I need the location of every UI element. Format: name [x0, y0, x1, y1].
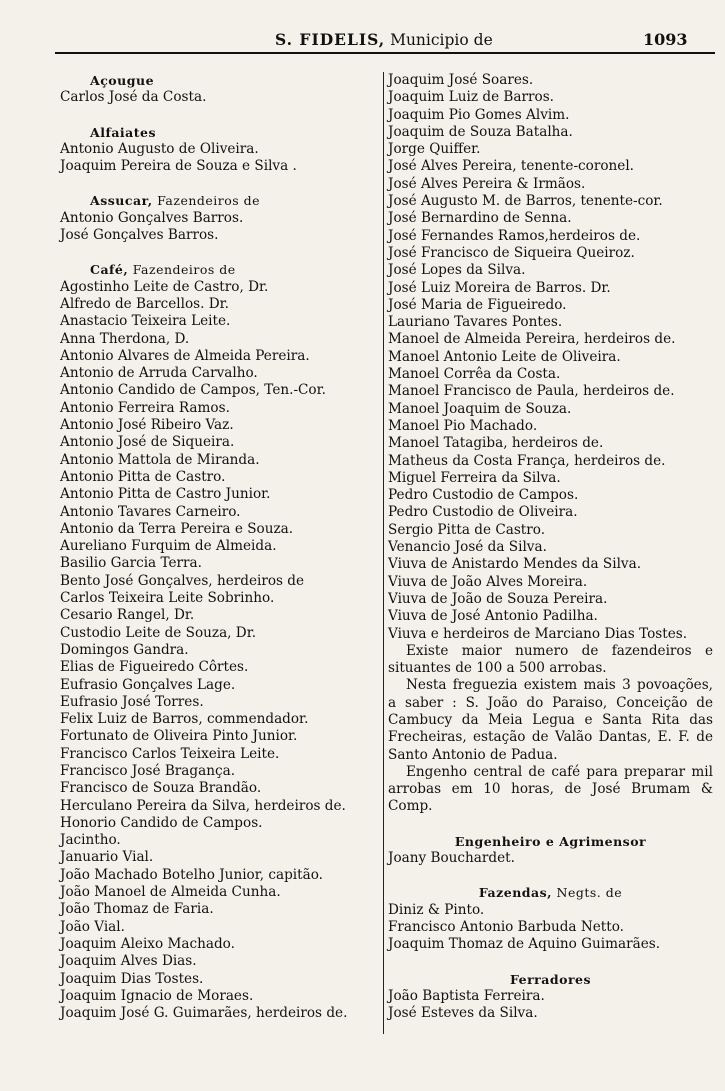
- section-title: Café,: [90, 262, 129, 278]
- section-heading: [388, 971, 713, 988]
- section-subtitle: Negts. de: [552, 885, 623, 901]
- directory-entry: Joaquim Dias Tostes.: [60, 970, 204, 987]
- directory-entry: Bento José Gonçalves, herdeiros de: [60, 572, 305, 589]
- directory-entry: Francisco de Souza Brandão.: [60, 780, 262, 797]
- directory-entry: Eufrasio Gonçalves Lage.: [60, 676, 236, 693]
- directory-entry: José Francisco de Siqueira Queiroz.: [388, 244, 635, 261]
- directory-entry: Miguel Ferreira da Silva.: [388, 469, 561, 486]
- directory-entry: Lauriano Tavares Pontes.: [388, 314, 563, 331]
- section-heading: [60, 261, 380, 278]
- directory-entry: Diniz & Pinto.: [388, 901, 485, 918]
- directory-entry: Antonio Mattola de Miranda.: [60, 451, 260, 468]
- directory-entry: Joaquim José Soares.: [388, 72, 534, 88]
- paragraph: Nesta freguezia existem mais 3 povoações, a saber : S. João do Paraiso, Conceição de Cambucy da Meia Legua e Santa Rita das Frecheiras, estação de Valão Dantas, E. F. de Santo Antonio de Padua.: [388, 677, 713, 763]
- section-title: Alfaiates: [90, 124, 157, 140]
- spacer: [60, 244, 380, 261]
- directory-entry: Antonio da Terra Pereira e Souza.: [60, 520, 294, 537]
- directory-entry: Antonio Candido de Campos, Ten.-Cor.: [60, 382, 326, 399]
- header-rule: [55, 52, 715, 54]
- directory-entry: Alfredo de Barcellos. Dr.: [60, 295, 229, 312]
- directory-entry: Agostinho Leite de Castro, Dr.: [60, 278, 269, 295]
- directory-entry: José Lopes da Silva.: [388, 262, 526, 279]
- directory-entry: Antonio Alvares de Almeida Pereira.: [60, 347, 310, 364]
- spacer: [60, 107, 380, 124]
- directory-entry: Pedro Custodio de Campos.: [388, 487, 579, 504]
- page-number: 1093: [643, 30, 688, 49]
- directory-entry: Joaquim Thomaz de Aquino Guimarães.: [388, 936, 661, 953]
- directory-entry: Viuva de Anistardo Mendes da Silva.: [388, 556, 642, 573]
- right-column: [383, 72, 713, 1034]
- directory-entry: Francisco José Bragança.: [60, 762, 236, 779]
- directory-entry: Aureliano Furquim de Almeida.: [60, 538, 277, 555]
- directory-entry: José Alves Pereira, tenente-coronel.: [388, 158, 634, 175]
- directory-entry: Antonio Gonçalves Barros.: [60, 209, 244, 226]
- directory-entry: Anastacio Teixeira Leite.: [60, 313, 231, 330]
- directory-entry: Joaquim José G. Guimarães, herdeiros de.: [60, 1005, 348, 1022]
- directory-entry: Antonio de Arruda Carvalho.: [60, 365, 258, 382]
- directory-entry: João Baptista Ferreira.: [388, 987, 545, 1004]
- directory-entry: Joaquim de Souza Batalha.: [388, 123, 573, 140]
- section-heading: [388, 884, 713, 901]
- directory-entry: Joaquim Alves Dias.: [60, 953, 197, 970]
- directory-entry: Joaquim Aleixo Machado.: [60, 935, 235, 952]
- directory-entry: Jacintho.: [60, 832, 121, 849]
- municipio-label: Municipio de: [390, 31, 493, 49]
- directory-entry: José Augusto M. de Barros, tenente-cor.: [388, 193, 663, 210]
- running-title: [275, 30, 493, 49]
- directory-entry: José Esteves da Silva.: [388, 1005, 538, 1022]
- directory-entry: Herculano Pereira da Silva, herdeiros de.: [60, 797, 346, 814]
- directory-entry: Antonio Ferreira Ramos.: [60, 399, 230, 416]
- directory-entry: Antonio Pitta de Castro Junior.: [60, 486, 271, 503]
- directory-entry: José Maria de Figueiredo.: [388, 296, 567, 313]
- directory-entry: Fortunato de Oliveira Pinto Junior.: [60, 728, 298, 745]
- section-title: Assucar,: [90, 193, 153, 209]
- section-title: Fazendas,: [478, 885, 553, 901]
- directory-entry: Manoel Pio Machado.: [388, 417, 538, 434]
- directory-entry: Joaquim Pereira de Souza e Silva .: [60, 158, 297, 175]
- directory-entry: José Alves Pereira & Irmãos.: [388, 175, 586, 192]
- directory-entry: Cesario Rangel, Dr.: [60, 607, 195, 624]
- directory-entry: Sergio Pitta de Castro.: [388, 521, 546, 538]
- directory-entry: Eufrasio José Torres.: [60, 693, 204, 710]
- section-subtitle: Fazendeiros de: [128, 262, 236, 278]
- directory-entry: Francisco Antonio Barbuda Netto.: [388, 918, 624, 935]
- directory-entry: Honorio Candido de Campos.: [60, 814, 263, 831]
- directory-entry: Basilio Garcia Terra.: [60, 555, 202, 572]
- directory-entry: Francisco Carlos Teixeira Leite.: [60, 745, 280, 762]
- section-heading: [388, 833, 713, 850]
- directory-entry: Venancio José da Silva.: [388, 539, 547, 556]
- directory-entry: Manoel Francisco de Paula, herdeiros de.: [388, 383, 675, 400]
- directory-entry: Antonio Augusto de Oliveira.: [60, 140, 259, 157]
- directory-entry: João Vial.: [60, 918, 125, 935]
- directory-entry: Viuva de João Alves Moreira.: [388, 573, 588, 590]
- directory-entry: Elias de Figueiredo Côrtes.: [60, 659, 249, 676]
- directory-entry: Manoel Tatagiba, herdeiros de.: [388, 435, 604, 452]
- section-heading: [60, 192, 380, 209]
- place-name: S. FIDELIS,: [275, 30, 386, 49]
- section-subtitle: Fazendeiros de: [152, 193, 261, 209]
- directory-entry: Manoel Antonio Leite de Oliveira.: [388, 348, 621, 365]
- directory-entry: Joaquim Ignacio de Moraes.: [60, 987, 254, 1004]
- paragraph: Engenho central de café para preparar mil arrobas em 10 horas, de José Brumam & Comp.: [388, 763, 713, 815]
- directory-entry: Custodio Leite de Souza, Dr.: [60, 624, 257, 641]
- section-title: Ferradores: [509, 971, 592, 987]
- directory-entry: Manoel de Almeida Pereira, herdeiros de.: [388, 331, 676, 348]
- directory-entry: Antonio José de Siqueira.: [60, 434, 235, 451]
- paragraph: Existe maior numero de fazendeiros e situantes de 100 a 500 arrobas.: [388, 642, 713, 677]
- directory-entry: Joany Bouchardet.: [388, 850, 515, 867]
- spacer: [388, 954, 713, 971]
- directory-entry: Antonio Pitta de Castro.: [60, 468, 226, 485]
- directory-entry: Manoel Corrêa da Costa.: [388, 366, 561, 383]
- directory-entry: José Fernandes Ramos,herdeiros de.: [388, 227, 641, 244]
- spacer: [60, 175, 380, 192]
- directory-entry: José Luiz Moreira de Barros. Dr.: [388, 279, 611, 296]
- section-heading: [60, 72, 380, 89]
- directory-entry: Carlos José da Costa.: [60, 89, 207, 106]
- spacer: [388, 816, 713, 833]
- section-heading: [60, 124, 380, 141]
- directory-entry: Viuva de João de Souza Pereira.: [388, 590, 608, 607]
- section-title: Engenheiro e Agrimensor: [454, 833, 647, 849]
- directory-entry: Januario Vial.: [60, 849, 154, 866]
- directory-entry: Domingos Gandra.: [60, 641, 189, 658]
- directory-entry: João Thomaz de Faria.: [60, 901, 214, 918]
- directory-entry: Antonio Tavares Carneiro.: [60, 503, 241, 520]
- directory-entry: João Manoel de Almeida Cunha.: [60, 884, 281, 901]
- directory-entry: Joaquim Pio Gomes Alvim.: [388, 106, 570, 123]
- spacer: [388, 867, 713, 884]
- directory-entry: Manoel Joaquim de Souza.: [388, 400, 572, 417]
- directory-entry: Viuva e herdeiros de Marciano Dias Tostes.: [388, 625, 688, 642]
- directory-entry: Antonio José Ribeiro Vaz.: [60, 417, 234, 434]
- left-column: [60, 72, 380, 1022]
- directory-entry: Joaquim Luiz de Barros.: [388, 89, 555, 106]
- directory-entry: José Gonçalves Barros.: [60, 227, 219, 244]
- directory-entry: Felix Luiz de Barros, commendador.: [60, 711, 309, 728]
- directory-entry: Viuva de José Antonio Padilha.: [388, 608, 598, 625]
- directory-entry: Jorge Quiffer.: [388, 141, 481, 158]
- directory-entry: José Bernardino de Senna.: [388, 210, 572, 227]
- directory-entry: Matheus da Costa França, herdeiros de.: [388, 452, 666, 469]
- directory-entry: João Machado Botelho Junior, capitão.: [60, 866, 323, 883]
- directory-entry: Pedro Custodio de Oliveira.: [388, 504, 578, 521]
- directory-entry: Anna Therdona, D.: [60, 330, 190, 347]
- directory-entry: Carlos Teixeira Leite Sobrinho.: [60, 590, 275, 607]
- section-title: Açougue: [90, 73, 155, 88]
